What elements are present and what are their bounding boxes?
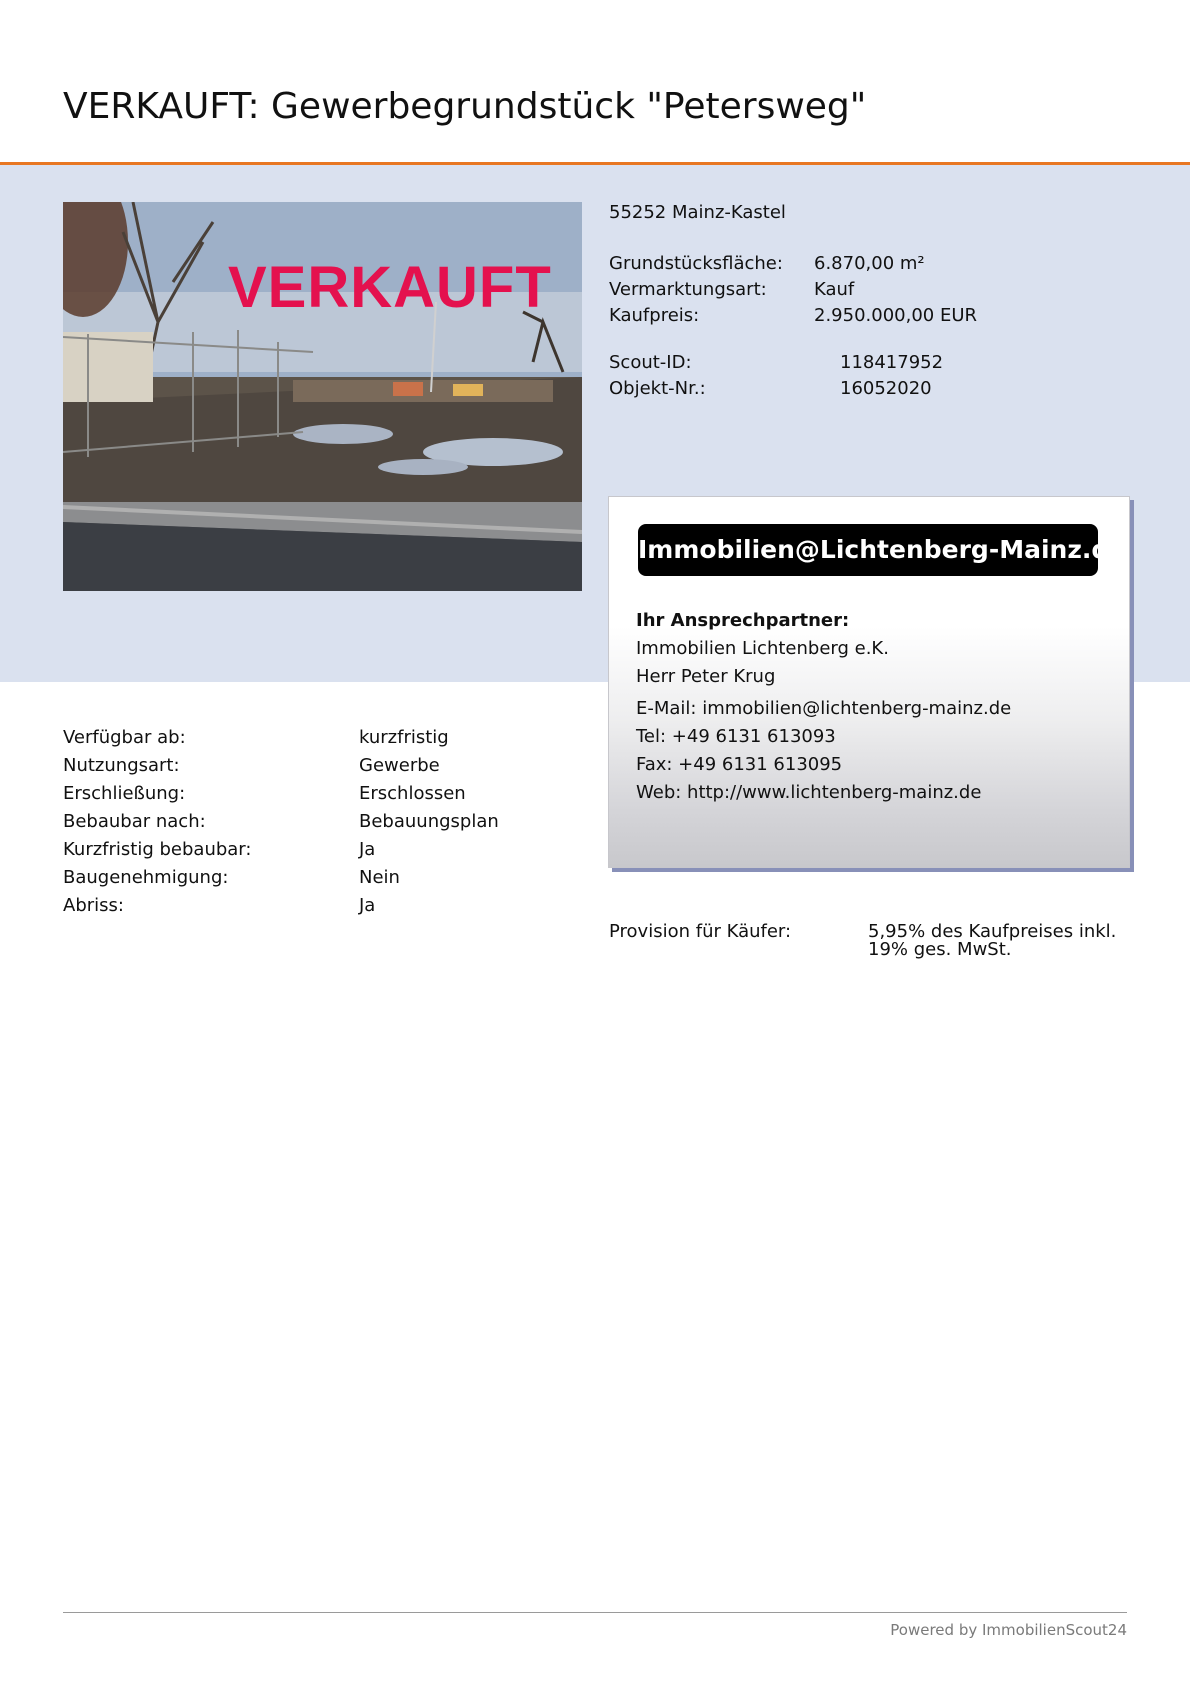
detail-label: Bebaubar nach: <box>63 811 206 832</box>
detail-label: Kurzfristig bebaubar: <box>63 839 252 860</box>
listing-ids <box>609 350 1129 402</box>
contact-details <box>636 607 1011 807</box>
id-value: 16052020 <box>840 378 932 399</box>
detail-value: Nein <box>359 867 400 888</box>
contact-person: Herr Peter Krug <box>636 666 776 687</box>
id-row <box>609 350 1129 376</box>
detail-label: Verfügbar ab: <box>63 727 186 748</box>
fact-value: Kauf <box>814 279 855 300</box>
detail-label: Abriss: <box>63 895 124 916</box>
powered-by: Powered by ImmobilienScout24 <box>890 1621 1127 1639</box>
detail-row <box>63 864 583 892</box>
property-location: 55252 Mainz-Kastel <box>609 202 786 223</box>
fact-label: Vermarktungsart: <box>609 279 767 300</box>
detail-value: Ja <box>359 895 376 916</box>
fact-value: 2.950.000,00 EUR <box>814 305 978 326</box>
property-photo <box>63 202 582 591</box>
property-details <box>63 724 583 920</box>
detail-value: Ja <box>359 839 376 860</box>
detail-row <box>63 752 583 780</box>
fact-label: Kaufpreis: <box>609 305 700 326</box>
detail-value: Bebauungsplan <box>359 811 499 832</box>
key-facts <box>609 251 1129 329</box>
detail-row <box>63 836 583 864</box>
email-banner: Immobilien@Lichtenberg-Mainz.de <box>638 524 1098 576</box>
id-row <box>609 376 1129 402</box>
contact-heading: Ihr Ansprechpartner: <box>636 610 850 631</box>
commission-value: 5,95% des Kaufpreises inkl. 19% ges. MwSt. <box>868 921 1117 960</box>
commission-label: Provision für Käufer: <box>609 921 792 942</box>
contact-fax: Fax: +49 6131 613095 <box>636 754 843 775</box>
detail-label: Baugenehmigung: <box>63 867 229 888</box>
detail-label: Nutzungsart: <box>63 755 180 776</box>
id-label: Objekt-Nr.: <box>609 378 706 399</box>
detail-row <box>63 724 583 752</box>
fact-row <box>609 277 1129 303</box>
contact-company: Immobilien Lichtenberg e.K. <box>636 638 889 659</box>
contact-tel: Tel: +49 6131 613093 <box>636 726 836 747</box>
fact-row <box>609 251 1129 277</box>
detail-value: kurzfristig <box>359 727 449 748</box>
fact-row <box>609 303 1129 329</box>
contact-email: E-Mail: immobilien@lichtenberg-mainz.de <box>636 698 1012 719</box>
detail-row <box>63 780 583 808</box>
fact-label: Grundstücksfläche: <box>609 253 783 274</box>
sold-stamp: VERKAUFT <box>228 255 552 320</box>
contact-web: Web: http://www.lichtenberg-mainz.de <box>636 782 982 803</box>
detail-row <box>63 808 583 836</box>
id-value: 118417952 <box>840 352 944 373</box>
detail-row <box>63 892 583 920</box>
id-label: Scout-ID: <box>609 352 692 373</box>
footer-divider <box>63 1612 1127 1613</box>
detail-label: Erschließung: <box>63 783 186 804</box>
detail-value: Erschlossen <box>359 783 466 804</box>
contact-box <box>608 496 1130 868</box>
page-title: VERKAUFT: Gewerbegrundstück "Petersweg" <box>63 86 867 127</box>
fact-value: 6.870,00 m² <box>814 253 925 274</box>
detail-value: Gewerbe <box>359 755 440 776</box>
